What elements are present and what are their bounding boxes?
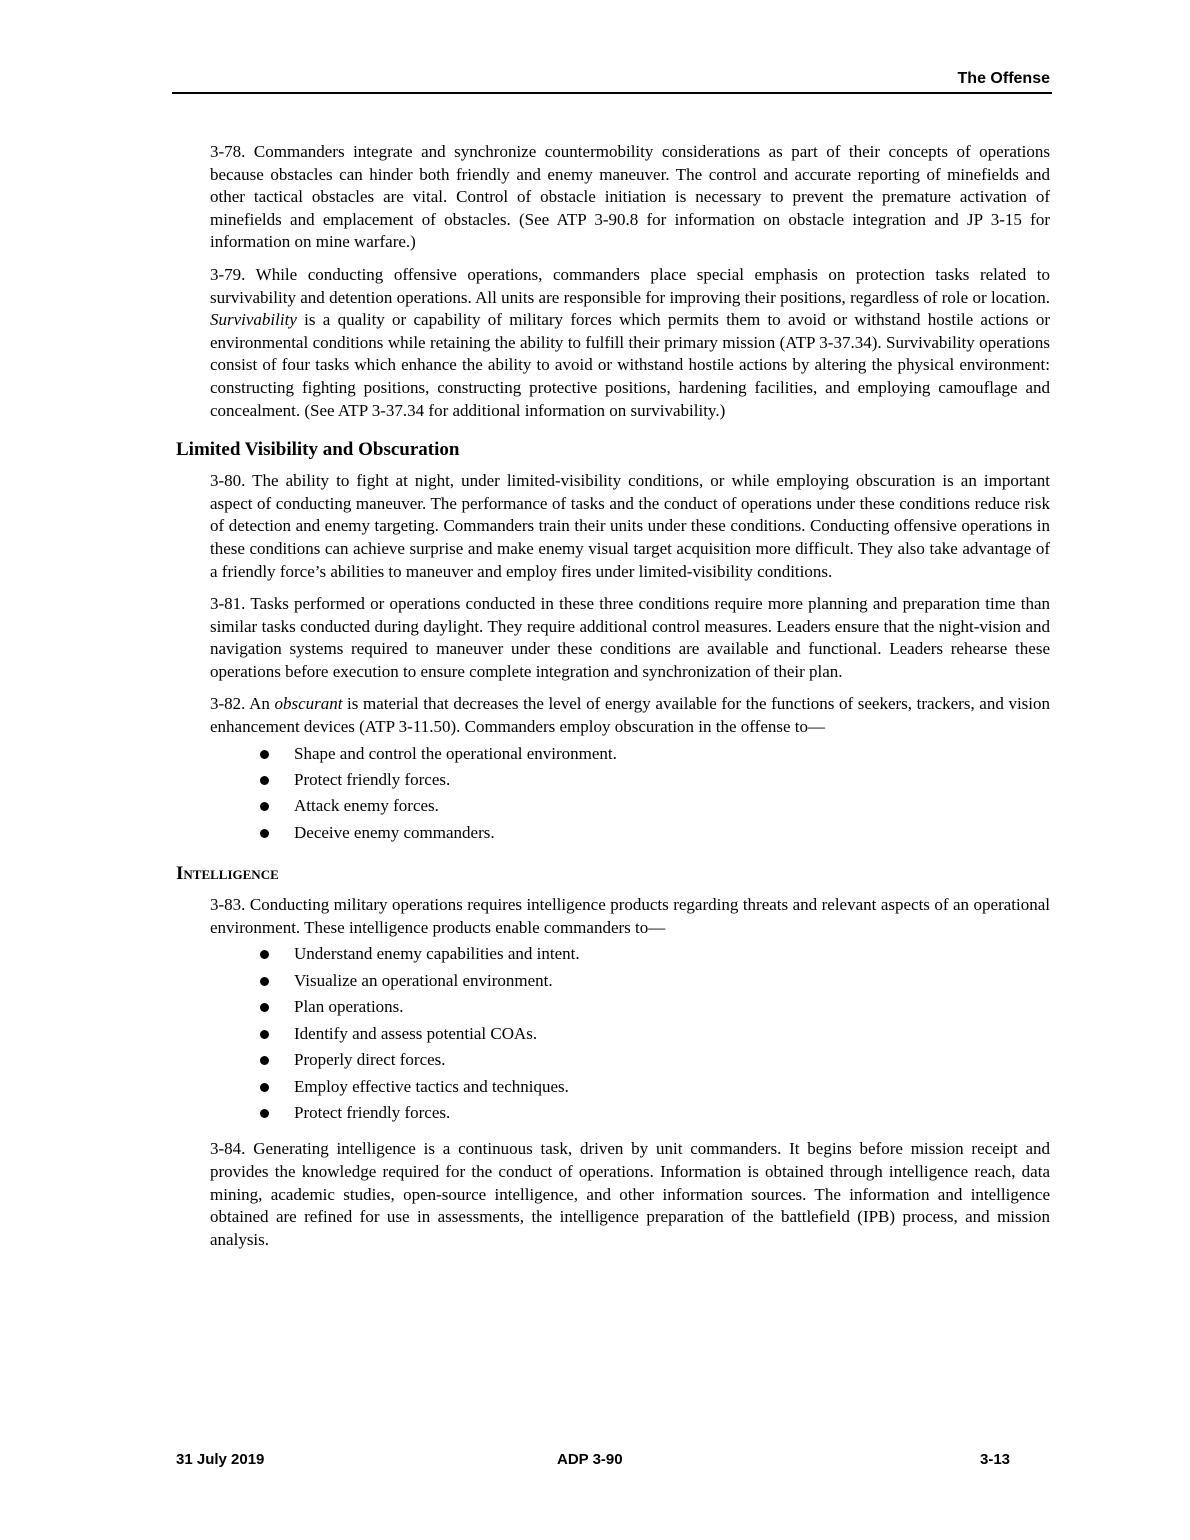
paragraph-3-81: 3-81. Tasks performed or operations conducted in these three conditions require more planning and preparation time than similar tasks conducted during daylight. They require additional control measures. Leaders ensure that the night-vision and navigation systems required to maneuver under these conditions are available and functional. Leaders rehearse these operations before execution to ensure complete integration and synchronization of their plan.: [210, 594, 1050, 681]
paragraph-3-79-lead: 3-79. While conducting offensive operations, commanders place special emphasis on protection tasks related to survivability and detention operations. All units are responsible for improving their positions, regardless of role or location.: [210, 264, 1050, 307]
list-item-text: Protect friendly forces.: [294, 1102, 451, 1122]
footer-date: 31 July 2019: [176, 1451, 265, 1468]
paragraph-3-79-rest: is a quality or capability of military forces which permits them to avoid or withstand hostile actions or environmental conditions while retaining the ability to fulfill their primary mission (ATP 3-37.34). Survivability operations consist of four tasks which enhance the ability to avoid or withstand hostile actions by altering the physical environment: constructing fighting positions, constructing protective positions, hardening facilities, and employing camouflage and concealment. (See ATP 3-37.34 for additional information on survivability.): [210, 310, 1050, 420]
list-item: [172, 767, 1052, 793]
paragraph-3-83: 3-83. Conducting military operations requires intelligence products regarding threats and relevant aspects of an operational environment. These intelligence products enable commanders to—: [210, 895, 1050, 937]
paragraph-3-79: [210, 264, 1050, 422]
list-item-text: Visualize an operational environment.: [294, 970, 553, 990]
list-item-text: Shape and control the operational environment.: [294, 743, 617, 763]
paragraph-3-78: 3-78. Commanders integrate and synchronize countermobility considerations as part of their concepts of operations because obstacles can hinder both friendly and enemy maneuver. The control and accurate reporting of minefields and other tactical obstacles are vital. Control of obstacle initiation is necessary to prevent the premature activation of minefields and emplacement of obstacles. (See ATP 3-90.8 for information on obstacle integration and JP 3-15 for information on mine warfare.): [210, 142, 1050, 252]
list-item: [172, 968, 1052, 994]
term-obscurant: obscurant: [274, 694, 343, 714]
list-item: [172, 1100, 1052, 1126]
list-item: [172, 1074, 1052, 1100]
section-heading-intelligence: Intelligence: [176, 863, 279, 885]
bullet-icon: [260, 1083, 269, 1092]
running-header-title: The Offense: [957, 70, 1050, 87]
paragraph-3-80: 3-80. The ability to fight at night, under limited-visibility conditions, or while employing obscuration is an important aspect of conducting maneuver. The performance of tasks and the conduct of operations under these conditions reduce risk of detection and enemy targeting. Commanders train their units under these conditions. Conducting offensive operations in these conditions can achieve surprise and make enemy visual target acquisition more difficult. They also take advantage of a friendly force’s abilities to maneuver and employ fires under limited-visibility conditions.: [210, 471, 1050, 581]
list-item-text: Identify and assess potential COAs.: [294, 1023, 538, 1043]
footer-page-number: 3-13: [980, 1451, 1011, 1468]
bullet-icon: [260, 1003, 269, 1012]
list-item: [172, 1047, 1052, 1073]
bullet-icon: [260, 1109, 269, 1118]
paragraph-3-84: 3-84. Generating intelligence is a continuous task, driven by unit commanders. It begins before mission receipt and provides the knowledge required for the conduct of operations. Information is obtained through intelligence reach, data mining, academic studies, open-source intelligence, and other information sources. The information and intelligence obtained are refined for use in assessments, the intelligence preparation of the battlefield (IPB) process, and mission analysis.: [210, 1139, 1050, 1249]
page-body: [172, 141, 1052, 1261]
bullet-icon: [260, 1030, 269, 1039]
list-item-text: Deceive enemy commanders.: [294, 822, 495, 842]
bullet-icon: [260, 977, 269, 986]
paragraph-3-82-lead: 3-82. An: [210, 694, 275, 714]
list-item: [172, 994, 1052, 1020]
bullet-icon: [260, 750, 269, 759]
list-item-text: Attack enemy forces.: [294, 796, 439, 816]
obscuration-purpose-list: [172, 741, 1052, 847]
list-item-text: Understand enemy capabilities and intent.: [294, 944, 580, 964]
section-heading-limited-visibility: Limited Visibility and Obscuration: [176, 439, 460, 461]
list-item-text: Properly direct forces.: [294, 1050, 446, 1070]
bullet-icon: [260, 950, 269, 959]
paragraph-3-82-rest: is material that decreases the level of energy available for the functions of seekers, trackers, and vision enhancement devices (ATP 3-11.50). Commanders employ obscuration in the offense to—: [210, 694, 1051, 737]
term-survivability: Survivability: [210, 310, 297, 330]
list-item: [172, 793, 1052, 819]
list-item: [172, 941, 1052, 967]
list-item: [172, 1021, 1052, 1047]
paragraph-3-82: [210, 693, 1050, 738]
bullet-icon: [260, 829, 269, 838]
bullet-icon: [260, 802, 269, 811]
list-item-text: Plan operations.: [294, 997, 404, 1017]
list-item: [172, 820, 1052, 846]
header-rule: [172, 92, 1052, 94]
bullet-icon: [260, 776, 269, 785]
list-item-text: Employ effective tactics and techniques.: [294, 1076, 569, 1096]
intelligence-products-list: [172, 941, 1052, 1126]
list-item: [172, 741, 1052, 767]
list-item-text: Protect friendly forces.: [294, 770, 451, 790]
footer-document-id: ADP 3-90: [557, 1451, 623, 1468]
bullet-icon: [260, 1056, 269, 1065]
